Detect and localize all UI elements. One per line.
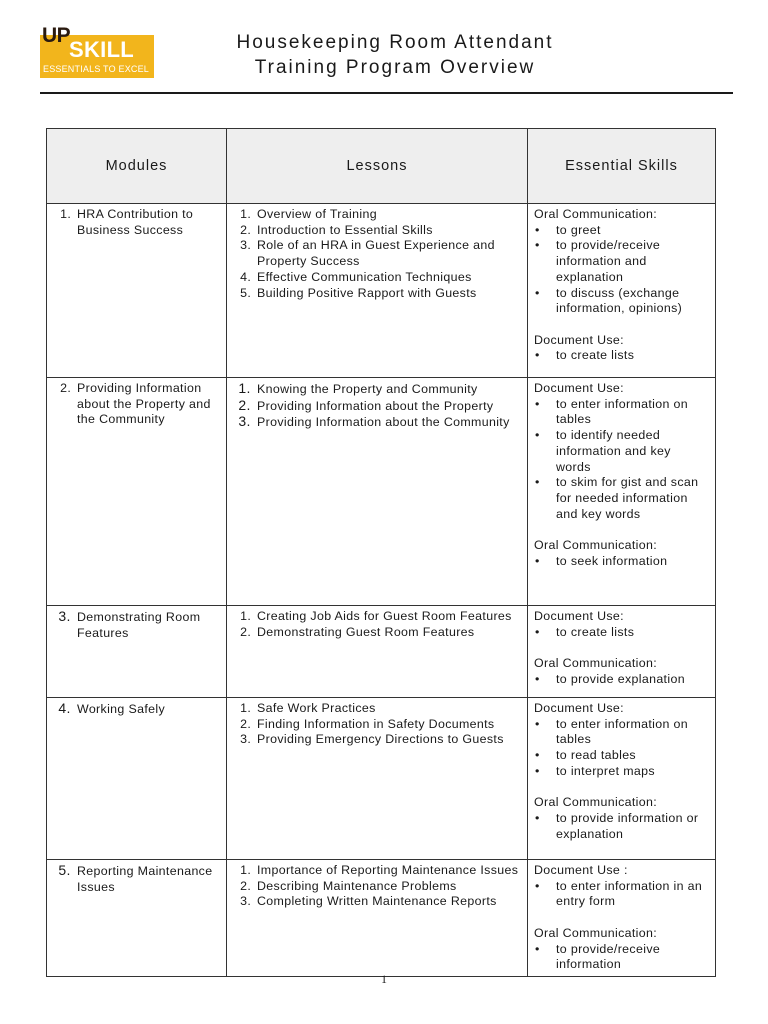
skill-group-gap bbox=[534, 640, 709, 656]
lesson-item: 4. Effective Communication Techniques bbox=[255, 270, 521, 286]
skills-cell bbox=[528, 204, 716, 378]
skills-cell bbox=[528, 698, 716, 860]
skills-cell bbox=[528, 378, 716, 606]
module-cell bbox=[47, 204, 227, 378]
skill-item: • to create lists bbox=[556, 625, 709, 641]
table-row bbox=[47, 698, 716, 860]
module-cell bbox=[47, 698, 227, 860]
skill-list bbox=[534, 942, 709, 973]
page-number: 1 bbox=[381, 972, 387, 986]
title-line-1: Housekeeping Room Attendant bbox=[236, 32, 554, 53]
lesson-item: 1. Knowing the Property and Community bbox=[255, 381, 521, 398]
lesson-item: 3. Providing Information about the Community bbox=[255, 414, 521, 431]
header-modules: Modules bbox=[47, 129, 227, 204]
lesson-item: 2. Finding Information in Safety Documents bbox=[255, 717, 521, 733]
title-line-2: Training Program Overview bbox=[254, 57, 536, 78]
lesson-item: 5. Building Positive Rapport with Guests bbox=[255, 286, 521, 302]
module-cell bbox=[47, 860, 227, 977]
skill-item: • to skim for gist and scan for needed information and key words bbox=[556, 475, 709, 522]
table-row bbox=[47, 860, 716, 977]
skill-group-gap bbox=[534, 910, 709, 926]
lesson-item: 3. Completing Written Maintenance Reports bbox=[255, 894, 521, 910]
skill-list bbox=[534, 625, 709, 641]
skill-heading: Document Use: bbox=[534, 381, 624, 395]
logo-skill-text: SKILL bbox=[69, 37, 135, 62]
skill-heading: Document Use : bbox=[534, 863, 628, 877]
skill-heading: Oral Communication: bbox=[534, 925, 658, 940]
skill-group-gap bbox=[534, 522, 709, 538]
lessons-cell bbox=[227, 698, 528, 860]
skill-list bbox=[534, 879, 709, 910]
skill-item: • to create lists bbox=[556, 348, 709, 364]
skill-item: • to provide information or explanation bbox=[556, 811, 709, 842]
skill-item: • to read tables bbox=[556, 748, 709, 764]
skill-item: • to enter information on tables bbox=[556, 397, 709, 428]
skill-list bbox=[534, 717, 709, 780]
header-essential-skills: Essential Skills bbox=[528, 129, 716, 204]
table-row bbox=[47, 378, 716, 606]
lessons-cell bbox=[227, 378, 528, 606]
table-row bbox=[47, 204, 716, 378]
lesson-item: 3. Role of an HRA in Guest Experience and Property Success bbox=[255, 238, 521, 269]
skill-item: • to provide/receive information and explanation bbox=[556, 238, 709, 285]
table-header-row bbox=[47, 129, 716, 204]
header-lessons: Lessons bbox=[227, 129, 528, 204]
skill-group-gap bbox=[534, 780, 709, 796]
skill-item: • to identify needed information and key words bbox=[556, 428, 709, 475]
training-overview-table bbox=[46, 128, 716, 977]
lesson-item: 2. Demonstrating Guest Room Features bbox=[255, 625, 521, 641]
skill-list bbox=[534, 397, 709, 523]
skill-item: • to enter information on tables bbox=[556, 717, 709, 748]
lessons-cell bbox=[227, 860, 528, 977]
module-name: 4. Working Safely bbox=[75, 701, 220, 718]
upskill-logo bbox=[40, 24, 154, 78]
skill-heading: Oral Communication: bbox=[534, 207, 658, 221]
skill-heading: Oral Communication: bbox=[534, 538, 658, 553]
skill-item: • to seek information bbox=[556, 554, 709, 570]
logo-up-text: UP bbox=[42, 24, 71, 47]
skill-item: • to enter information in an entry form bbox=[556, 879, 709, 910]
header-rule bbox=[40, 92, 733, 94]
document-title bbox=[160, 30, 630, 80]
skills-cell bbox=[528, 860, 716, 977]
module-cell bbox=[47, 606, 227, 698]
skill-heading: Oral Communication: bbox=[534, 656, 658, 671]
lessons-cell bbox=[227, 204, 528, 378]
lesson-item: 1. Safe Work Practices bbox=[255, 701, 521, 717]
skill-heading: Document Use: bbox=[534, 609, 624, 623]
module-name: 2. Providing Information about the Property and the Community bbox=[75, 381, 220, 428]
lessons-cell bbox=[227, 606, 528, 698]
table-row bbox=[47, 606, 716, 698]
lesson-item: 2. Introduction to Essential Skills bbox=[255, 223, 521, 239]
lesson-item: 2. Providing Information about the Property bbox=[255, 398, 521, 415]
skill-heading: Document Use: bbox=[534, 332, 624, 347]
skill-heading: Document Use: bbox=[534, 701, 624, 715]
skill-heading: Oral Communication: bbox=[534, 795, 658, 810]
lesson-item: 1. Overview of Training bbox=[255, 207, 521, 223]
logo-tagline: ESSENTIALS TO EXCEL bbox=[43, 64, 150, 74]
module-cell bbox=[47, 378, 227, 606]
lesson-item: 1. Creating Job Aids for Guest Room Features bbox=[255, 609, 521, 625]
skill-item: • to provide/receive information bbox=[556, 942, 709, 973]
lesson-item: 2. Describing Maintenance Problems bbox=[255, 879, 521, 895]
skills-cell bbox=[528, 606, 716, 698]
skill-group-gap bbox=[534, 317, 709, 333]
skill-list bbox=[534, 348, 709, 364]
skill-item: • to greet bbox=[556, 223, 709, 239]
lesson-item: 1. Importance of Reporting Maintenance Issues bbox=[255, 863, 521, 879]
module-name: 1. HRA Contribution to Business Success bbox=[75, 207, 220, 238]
skill-list bbox=[534, 554, 709, 570]
skill-item: • to discuss (exchange information, opinions) bbox=[556, 286, 709, 317]
skill-list bbox=[534, 811, 709, 842]
module-name: 5. Reporting Maintenance Issues bbox=[75, 863, 220, 895]
skill-list bbox=[534, 672, 709, 688]
lesson-item: 3. Providing Emergency Directions to Guests bbox=[255, 732, 521, 748]
skill-item: • to provide explanation bbox=[556, 672, 709, 688]
skill-item: • to interpret maps bbox=[556, 764, 709, 780]
skill-list bbox=[534, 223, 709, 317]
module-name: 3. Demonstrating Room Features bbox=[75, 609, 220, 641]
